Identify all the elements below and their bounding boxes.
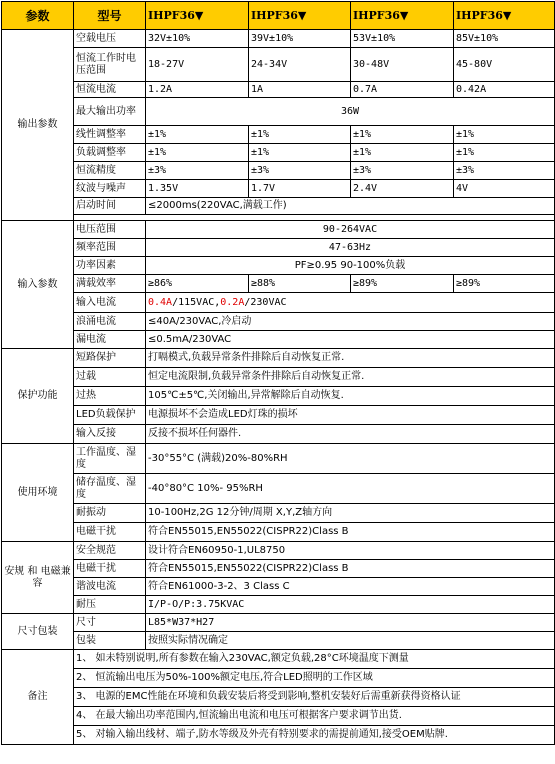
note-item: 1、 如未特别说明,所有参数在输入230VAC,额定负载,28°C环境温度下测量: [74, 650, 555, 669]
spec-table: [1, 1, 555, 745]
cell: ±1%: [146, 126, 249, 144]
row-label: 浪涌电流: [74, 313, 146, 331]
row-label: 负载调整率: [74, 144, 146, 162]
note-item: 2、 恒流输出电压为50%-100%额定电压,符合LED照明的工作区域: [74, 669, 555, 688]
row-label: 过载: [74, 368, 146, 387]
cell: 39V±10%: [249, 30, 351, 48]
cell: 30-48V: [351, 48, 454, 82]
model-header: 型号: [74, 2, 146, 30]
cell-span: 按照实际情况确定: [146, 632, 555, 650]
cell-span: 10-100Hz,2G 12分钟/周期 X,Y,Z轴方向: [146, 504, 555, 523]
input-current-tail: /230VAC: [244, 296, 287, 308]
cell: ≥86%: [146, 275, 249, 293]
cell-span: 符合EN55015,EN55022(CISPR22)Class B: [146, 523, 555, 542]
cell: 53V±10%: [351, 30, 454, 48]
cell-span: 电源损坏不会造成LED灯珠的损坏: [146, 406, 555, 425]
cell: 18-27V: [146, 48, 249, 82]
cell: ±3%: [454, 162, 555, 180]
section-protection: 保护功能: [2, 349, 74, 444]
row-label: 功率因素: [74, 257, 146, 275]
cell: ±1%: [351, 144, 454, 162]
cell-span: 恒定电流限制,负载异常条件排除后自动恢复正常.: [146, 368, 555, 387]
cell: 85V±10%: [454, 30, 555, 48]
cell-span: -40°80°C 10%- 95%RH: [146, 474, 555, 504]
row-label: 空载电压: [74, 30, 146, 48]
row-label: 包装: [74, 632, 146, 650]
cell-span: 设计符合EN60950-1,UL8750: [146, 542, 555, 560]
cell: 2.4V: [351, 180, 454, 198]
cell-span: I/P-O/P:3.75KVAC: [146, 596, 555, 614]
section-input: 输入参数: [2, 221, 74, 349]
section-size-package: 尺寸包装: [2, 614, 74, 650]
cell-span: ≤2000ms(220VAC,满载工作): [146, 198, 555, 215]
row-label: 启动时间: [74, 198, 146, 215]
cell: ±1%: [454, 144, 555, 162]
row-label: 恒流工作时电压范围: [74, 48, 146, 82]
param-header: 参数: [2, 2, 74, 30]
row-label: 电压范围: [74, 221, 146, 239]
row-label: 耐压: [74, 596, 146, 614]
row-label: 满载效率: [74, 275, 146, 293]
cell: 1.7V: [249, 180, 351, 198]
input-current-115: 0.4A: [148, 296, 173, 308]
input-current-mid: /115VAC,: [172, 296, 221, 308]
cell: 32V±10%: [146, 30, 249, 48]
cell: ±1%: [249, 144, 351, 162]
cell: ≥89%: [351, 275, 454, 293]
input-current-value: [146, 293, 555, 313]
row-label: 漏电流: [74, 331, 146, 349]
cell-span: -30°55°C (满载)20%-80%RH: [146, 444, 555, 474]
cell-span: 符合EN55015,EN55022(CISPR22)Class B: [146, 560, 555, 578]
row-label: 工作温度、湿度: [74, 444, 146, 474]
note-item: 5、 对输入输出线材、端子,防水等级及外壳有特别要求的需提前通知,接受OEM贴牌.: [74, 726, 555, 745]
cell: ±3%: [249, 162, 351, 180]
cell-span: 打嗝模式,负载异常条件排除后自动恢复正常.: [146, 349, 555, 368]
model-2-header: IHPF36▼: [249, 2, 351, 30]
cell: 0.7A: [351, 82, 454, 98]
cell-span: 符合EN61000-3-2、3 Class C: [146, 578, 555, 596]
cell: 24-34V: [249, 48, 351, 82]
header-row: [2, 2, 555, 30]
cell: 45-80V: [454, 48, 555, 82]
cell: ±1%: [454, 126, 555, 144]
row-label: 频率范围: [74, 239, 146, 257]
section-output: 输出参数: [2, 30, 74, 221]
row-label: 过热: [74, 387, 146, 406]
model-3-header: IHPF36▼: [351, 2, 454, 30]
row-label: 电磁干扰: [74, 523, 146, 542]
input-current-230: 0.2A: [220, 296, 245, 308]
cell-span: PF≥0.95 90-100%负载: [146, 257, 555, 275]
cell-span: 105℃±5℃,关闭输出,异常解除后自动恢复.: [146, 387, 555, 406]
cell-span: L85*W37*H27: [146, 614, 555, 632]
note-item: 4、 在最大输出功率范围内,恒流输出电流和电压可根据客户要求调节出货.: [74, 707, 555, 726]
cell-span: 47-63Hz: [146, 239, 555, 257]
cell: ±1%: [146, 144, 249, 162]
row-label: 耐振动: [74, 504, 146, 523]
row-label: 短路保护: [74, 349, 146, 368]
cell: 1A: [249, 82, 351, 98]
row-label: 尺寸: [74, 614, 146, 632]
row-label: 最大输出功率: [74, 98, 146, 126]
note-item: 3、 电源的EMC性能在环境和负载安装后将受到影响,整机安装好后需重新获得资格认证: [74, 688, 555, 707]
cell-span: ≤40A/230VAC,冷启动: [146, 313, 555, 331]
row-label: 输入反接: [74, 425, 146, 444]
cell-span: ≤0.5mA/230VAC: [146, 331, 555, 349]
row-label: 纹波与噪声: [74, 180, 146, 198]
row-label: 恒流电流: [74, 82, 146, 98]
row-label: 储存温度、湿度: [74, 474, 146, 504]
cell: ≥89%: [454, 275, 555, 293]
section-environment: 使用环境: [2, 444, 74, 542]
cell: ±3%: [351, 162, 454, 180]
cell: 1.2A: [146, 82, 249, 98]
cell-span: 90-264VAC: [146, 221, 555, 239]
row-label: LED负载保护: [74, 406, 146, 425]
section-safety-emc: 安规 和 电磁兼容: [2, 542, 74, 614]
cell: 4V: [454, 180, 555, 198]
row-label: 安全规范: [74, 542, 146, 560]
cell: ±1%: [351, 126, 454, 144]
model-4-header: IHPF36▼: [454, 2, 555, 30]
row-label: 输入电流: [74, 293, 146, 313]
cell: ≥88%: [249, 275, 351, 293]
model-1-header: IHPF36▼: [146, 2, 249, 30]
cell: ±3%: [146, 162, 249, 180]
cell-span: 反接不损坏任何器件.: [146, 425, 555, 444]
row-label: 电磁干扰: [74, 560, 146, 578]
cell-span: 36W: [146, 98, 555, 126]
cell: 0.42A: [454, 82, 555, 98]
row-label: 线性调整率: [74, 126, 146, 144]
row-label: 谐波电流: [74, 578, 146, 596]
row-label: 恒流精度: [74, 162, 146, 180]
cell: ±1%: [249, 126, 351, 144]
section-notes: 备注: [2, 650, 74, 745]
cell: 1.35V: [146, 180, 249, 198]
